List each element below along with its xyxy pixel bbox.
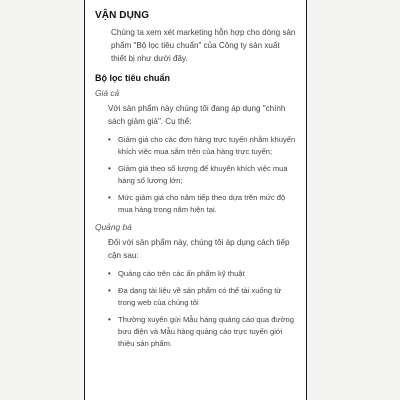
- price-list: [95, 134, 296, 216]
- promotion-heading: Quảng bá: [95, 222, 132, 232]
- list-item: [108, 134, 296, 158]
- content-card: [84, 0, 307, 400]
- list-item: [108, 314, 296, 350]
- list-item-text: Giảm giá cho các đơn hàng trực tuyến nhằm khuyến khích việc mua sắm trên của hàng trực tuyến;: [118, 135, 296, 156]
- promotion-list: [95, 268, 296, 350]
- bullet-icon: •: [108, 164, 111, 173]
- list-item: [108, 268, 296, 280]
- price-lead: Với sản phẩm này chúng tôi đang áp dụng "chính sách giảm giá". Cụ thể:: [108, 104, 286, 126]
- bullet-icon: •: [108, 286, 111, 295]
- list-item-text: Quảng cáo trên các ấn phẩm kỹ thuật: [118, 269, 245, 278]
- list-item: [108, 285, 296, 309]
- list-item-text: Giảm giá theo số lượng để khuyến khích việc mua hàng số lượng lớn;: [118, 164, 288, 185]
- list-item-text: Mức giảm giá cho năm tiếp theo dựa trên mức độ mua hàng trong năm hiện tại.: [118, 193, 286, 214]
- list-item: [108, 192, 296, 216]
- bullet-icon: •: [108, 269, 111, 278]
- intro-paragraph: Chúng ta xem xét marketing hỗn hợp cho dòng sản phẩm "Bộ lọc tiêu chuẩn" của Công ty sản xuất thiết bị như dưới đây.: [111, 28, 296, 63]
- bullet-icon: •: [108, 315, 111, 324]
- list-item-text: Đa dạng tài liệu về sản phẩm có thể tải xuống từ trong web của chúng tôi: [118, 286, 282, 307]
- list-item-text: Thường xuyên gửi Mẫu hàng quảng cáo qua đường bưu điện và Mẫu hàng quảng cáo trực tuyến giới thiệu sản phẩm.: [118, 315, 294, 348]
- price-heading: Giá cả: [95, 88, 120, 98]
- promotion-lead: Đối với sản phẩm này, chúng tôi áp dụng cách tiếp cận sau:: [108, 238, 290, 260]
- product-heading: Bộ lọc tiêu chuẩn: [95, 73, 171, 83]
- section-title: VẬN DỤNG: [95, 10, 150, 21]
- bullet-icon: •: [108, 135, 111, 144]
- bullet-icon: •: [108, 193, 111, 202]
- list-item: [108, 163, 296, 187]
